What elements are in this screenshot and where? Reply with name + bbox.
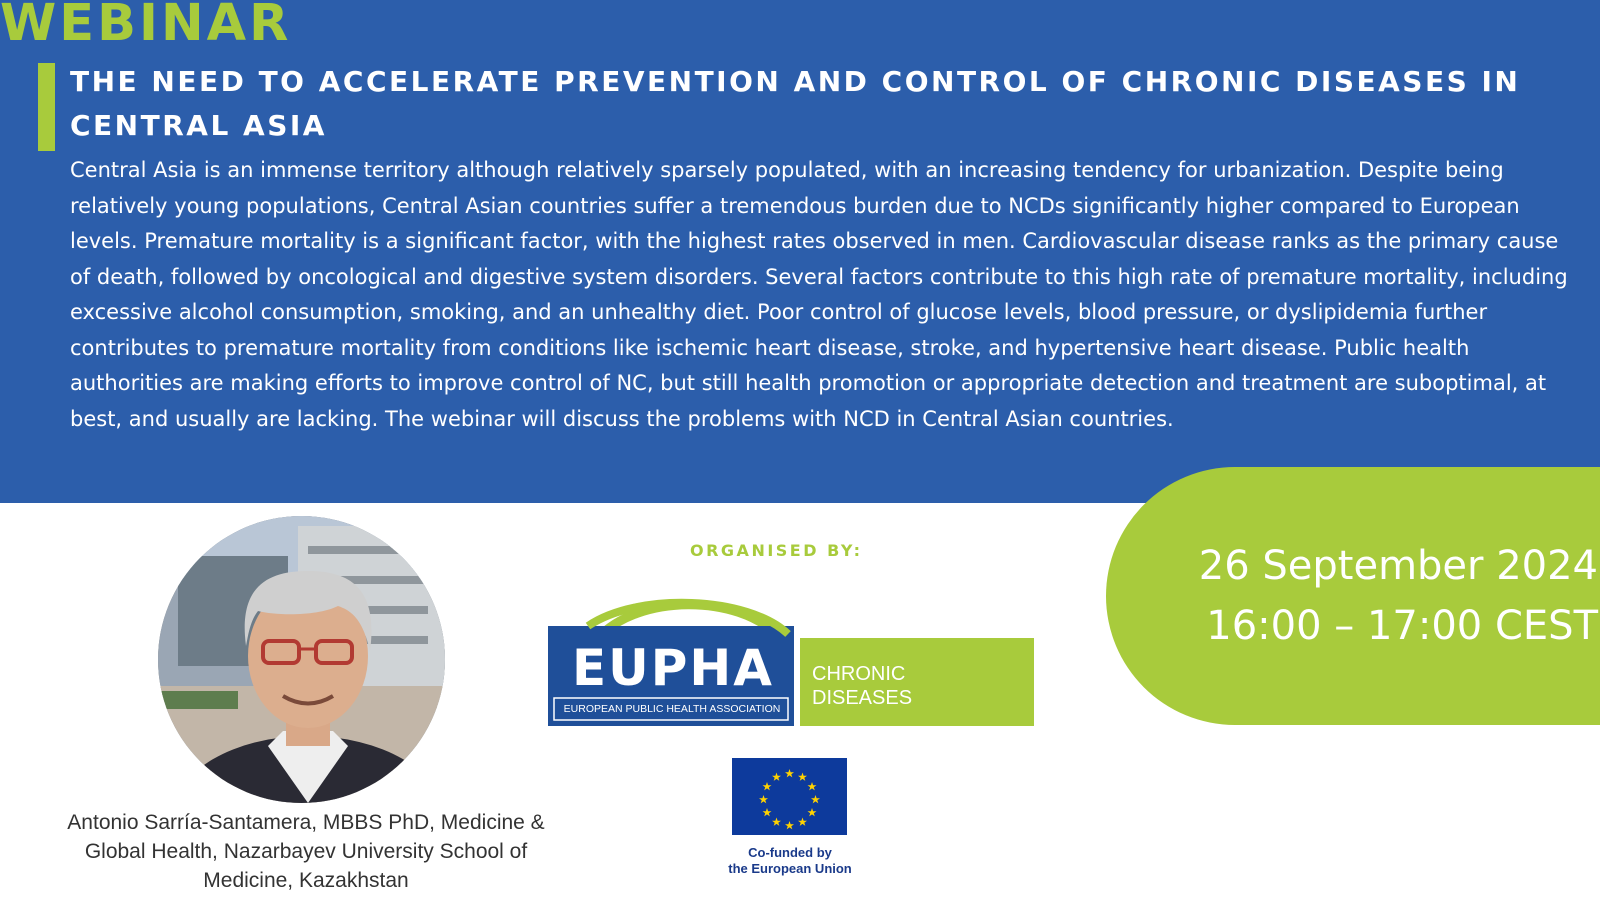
- cofunded-line2: the European Union: [728, 861, 852, 876]
- webinar-label: WEBINAR: [0, 0, 292, 53]
- cofunded-line1: Co-funded by: [748, 845, 832, 860]
- event-date: 26 September 2024: [1198, 543, 1598, 589]
- eupha-logo-text: EUPHA: [572, 639, 774, 697]
- section-name-line2: DISEASES: [812, 687, 913, 709]
- eu-flag-icon: [732, 758, 847, 835]
- organised-by-label: ORGANISED BY:: [690, 541, 863, 560]
- eupha-logo-subtext: EUROPEAN PUBLIC HEALTH ASSOCIATION: [563, 703, 781, 715]
- date-badge: [1106, 467, 1600, 725]
- section-name-line1: CHRONIC: [812, 663, 906, 685]
- speaker-caption: Antonio Sarría-Santamera, MBBS PhD, Medicine & Global Health, Nazarbayev University School of Medicine, Kazakhstan: [67, 811, 545, 892]
- title-accent-bar: [38, 63, 55, 151]
- webinar-title: THE NEED TO ACCELERATE PREVENTION AND CONTROL OF CHRONIC DISEASES IN CENTRAL ASIA: [70, 65, 1521, 142]
- speaker-photo: [158, 516, 445, 803]
- cofunded-label: [704, 845, 876, 877]
- webinar-description: Central Asia is an immense territory although relatively sparsely populated, with an increasing tendency for urbanization. Despite being relatively young populations, Central Asian countries suffer a tremendous burden due to NCDs significantly higher compared to European levels. Premature mortality is a significant factor, with the highest rates observed in men. Cardiovascular disease ranks as the primary cause of death, followed by oncological and digestive system disorders. Several factors contribute to this high rate of premature mortality, including excessive alcohol consumption, smoking, and an unhealthy diet. Poor control of glucose levels, blood pressure, or dyslipidemia further contributes to premature mortality from conditions like ischemic heart disease, stroke, and hypertensive heart disease. Public health authorities are making efforts to improve control of NC, but still health promotion or appropriate detection and treatment are suboptimal, at best, and usually are lacking. The webinar will discuss the problems with NCD in Central Asian countries.: [70, 158, 1568, 431]
- eu-flag-graphic: [732, 758, 847, 835]
- speaker-portrait-image: [158, 516, 445, 803]
- eupha-logo: [548, 598, 1034, 728]
- event-time: 16:00 – 17:00 CEST: [1206, 603, 1598, 649]
